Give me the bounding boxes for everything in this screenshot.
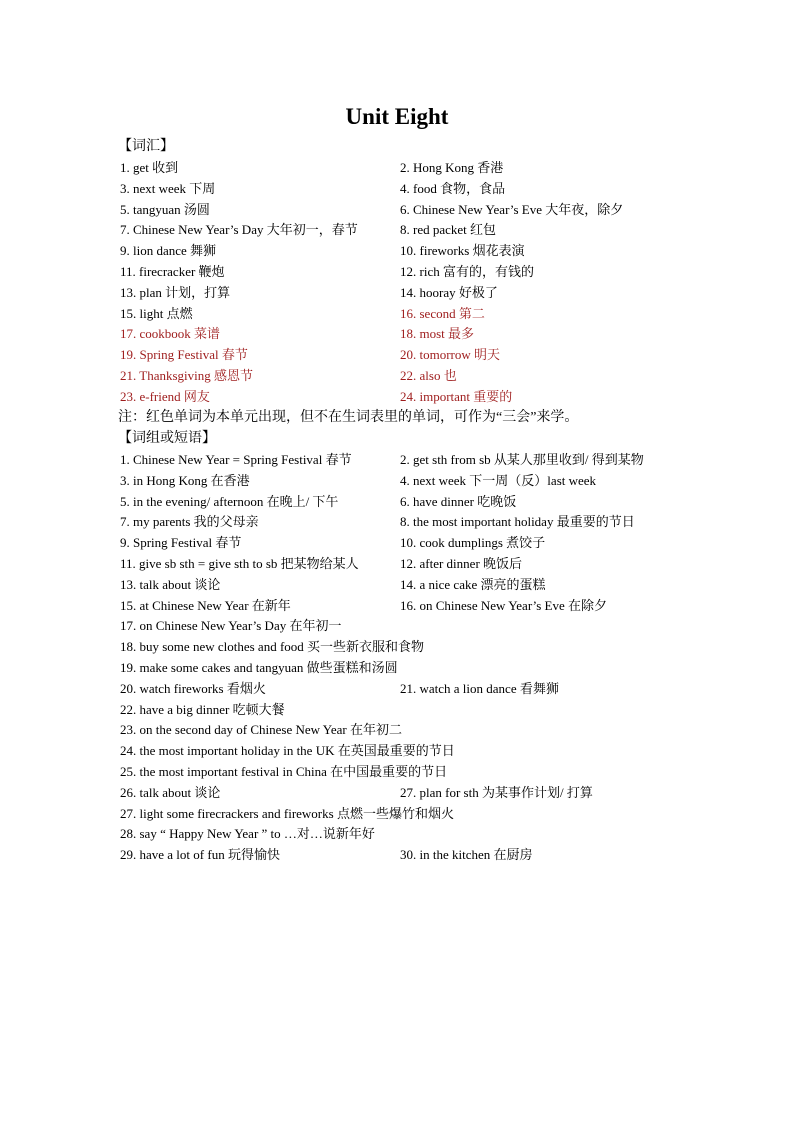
phrase-item: 6. have dinner 吃晚饭 bbox=[400, 493, 517, 509]
phrase-item: 29. have a lot of fun 玩得愉快 bbox=[120, 847, 280, 863]
phrase-item: 18. buy some new clothes and food 买一些新衣服和食物 bbox=[120, 639, 425, 655]
phrase-item: 2. get sth from sb 从某人那里收到/ 得到某物 bbox=[400, 452, 644, 467]
phrase-item: 1. Chinese New Year = Spring Festival 春节 bbox=[120, 452, 352, 467]
phrase-item: 19. make some cakes and tangyuan 做些蛋糕和汤圆 bbox=[120, 660, 398, 675]
vocab-item: 2. Hong Kong 香港 bbox=[400, 160, 504, 175]
vocab-item: 24. important 重要的 bbox=[400, 388, 513, 404]
phrase-item: 4. next week 下一周（反）last week bbox=[400, 472, 597, 488]
vocab-item: 18. most 最多 bbox=[400, 326, 475, 342]
phrase-item: 8. the most important holiday 最重要的节日 bbox=[400, 514, 635, 530]
vocab-item: 22. also 也 bbox=[400, 368, 457, 383]
phrase-item: 28. say “ Happy New Year ” to …对…说新年好 bbox=[120, 826, 375, 842]
phrase-item: 24. the most important holiday in the UK 在英国最重要的节日 bbox=[120, 743, 455, 759]
phrase-item: 13. talk about 谈论 bbox=[120, 576, 221, 592]
phrase-item: 27. plan for sth 为某事作计划/ 打算 bbox=[400, 784, 593, 800]
phrase-item: 11. give sb sth = give sth to sb 把某物给某人 bbox=[120, 556, 359, 571]
vocab-item: 10. fireworks 烟花表演 bbox=[400, 243, 525, 259]
phrase-item: 10. cook dumplings 煮饺子 bbox=[400, 535, 546, 551]
note-text: 注：红色单词为本单元出现，但不在生词表里的单词，可作为“三会”来学。 bbox=[118, 410, 579, 425]
vocab-item: 6. Chinese New Year’s Eve 大年夜，除夕 bbox=[400, 201, 624, 217]
phrase-item: 7. my parents 我的父母亲 bbox=[120, 514, 259, 530]
phrase-item: 21. watch a lion dance 看舞狮 bbox=[400, 680, 559, 696]
vocab-item: 9. lion dance 舞狮 bbox=[120, 243, 217, 259]
vocab-item: 20. tomorrow 明天 bbox=[400, 347, 501, 363]
phrase-item: 27. light some firecrackers and fireworks 点燃一些爆竹和烟火 bbox=[120, 805, 454, 821]
vocab-item: 7. Chinese New Year’s Day 大年初一，春节 bbox=[120, 222, 358, 238]
phrase-item: 14. a nice cake 漂亮的蛋糕 bbox=[400, 576, 546, 592]
phrase-item: 17. on Chinese New Year’s Day 在年初一 bbox=[120, 618, 342, 634]
phrase-item: 5. in the evening/ afternoon 在晚上/ 下午 bbox=[120, 493, 339, 509]
vocab-item: 5. tangyuan 汤圆 bbox=[120, 201, 210, 217]
vocab-item: 16. second 第二 bbox=[400, 305, 485, 321]
phrase-section-header: 【词组或短语】 bbox=[118, 431, 216, 446]
vocab-item: 4. food 食物，食品 bbox=[400, 180, 506, 196]
vocab-item: 1. get 收到 bbox=[120, 160, 179, 175]
phrase-item: 20. watch fireworks 看烟火 bbox=[120, 680, 266, 696]
page-title: Unit Eight bbox=[345, 104, 449, 129]
phrase-item: 25. the most important festival in China 在中国最重要的节日 bbox=[120, 764, 448, 779]
phrase-item: 12. after dinner 晚饭后 bbox=[400, 556, 523, 571]
vocab-section-header: 【词汇】 bbox=[118, 139, 174, 154]
phrase-item: 9. Spring Festival 春节 bbox=[120, 535, 242, 551]
vocab-item: 19. Spring Festival 春节 bbox=[120, 347, 248, 363]
vocab-item: 23. e-friend 网友 bbox=[120, 388, 210, 404]
vocab-item: 13. plan 计划，打算 bbox=[120, 284, 231, 300]
phrase-item: 30. in the kitchen 在厨房 bbox=[400, 847, 533, 863]
phrase-item: 16. on Chinese New Year’s Eve 在除夕 bbox=[400, 597, 608, 613]
phrase-item: 26. talk about 谈论 bbox=[120, 784, 221, 800]
vocab-item: 3. next week 下周 bbox=[120, 180, 216, 196]
vocab-item: 15. light 点燃 bbox=[120, 305, 193, 321]
vocab-item: 21. Thanksgiving 感恩节 bbox=[120, 368, 254, 383]
vocab-item: 14. hooray 好极了 bbox=[400, 284, 498, 300]
phrase-item: 23. on the second day of Chinese New Year 在年初二 bbox=[120, 722, 402, 738]
phrase-item: 22. have a big dinner 吃顿大餐 bbox=[120, 701, 285, 717]
vocab-item: 12. rich 富有的，有钱的 bbox=[400, 264, 534, 279]
vocab-item: 8. red packet 红包 bbox=[400, 222, 497, 238]
vocab-item: 11. firecracker 鞭炮 bbox=[120, 264, 225, 279]
vocab-item: 17. cookbook 菜谱 bbox=[120, 326, 221, 342]
phrase-item: 15. at Chinese New Year 在新年 bbox=[120, 597, 291, 613]
phrase-item: 3. in Hong Kong 在香港 bbox=[120, 472, 250, 488]
